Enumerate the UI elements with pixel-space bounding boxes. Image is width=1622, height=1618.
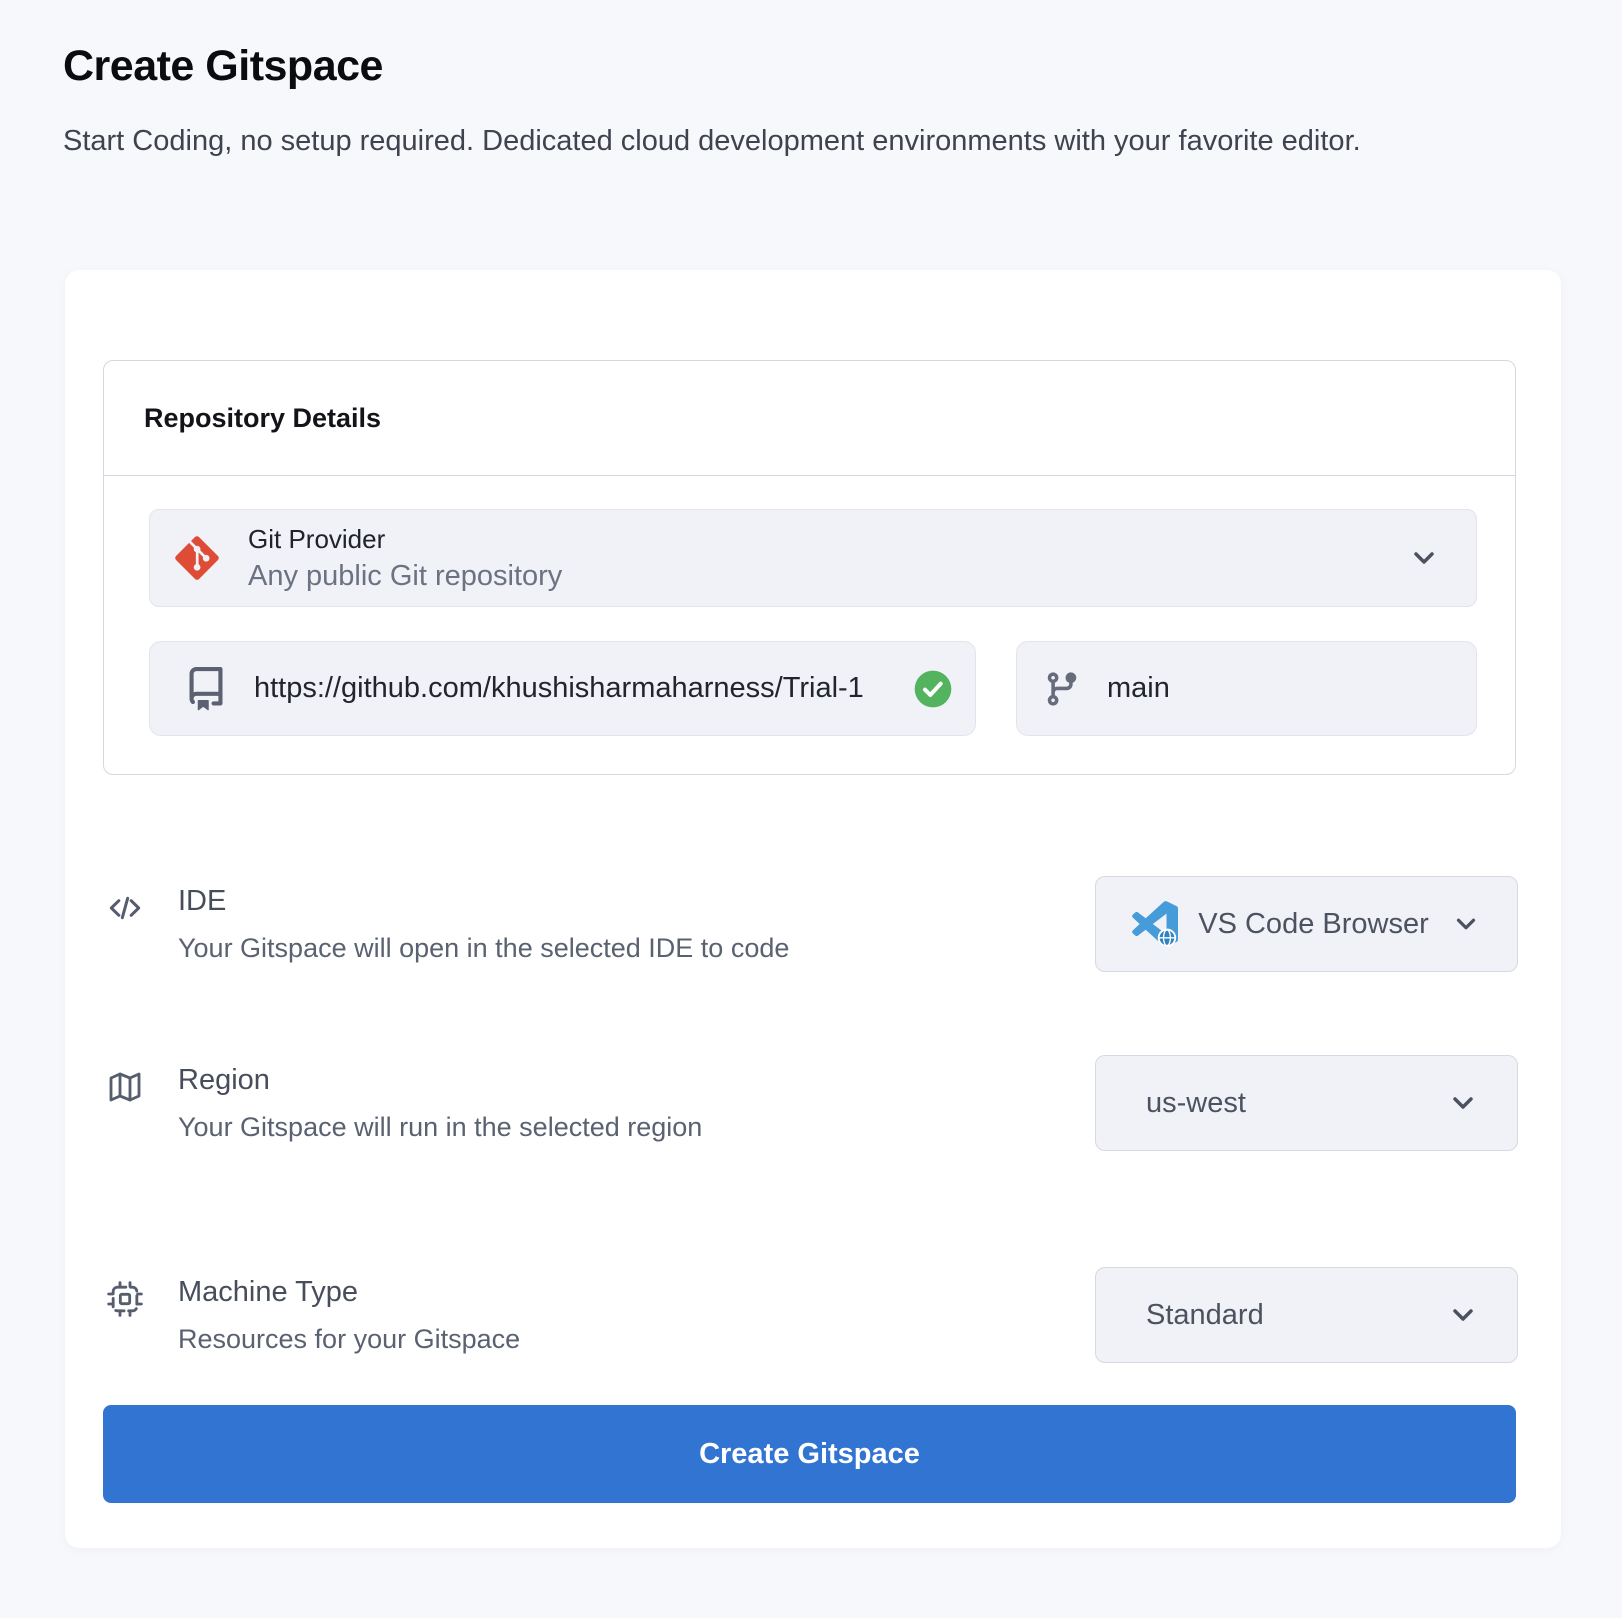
repository-details-header <box>104 361 1515 476</box>
git-provider-value: Any public Git repository <box>248 559 563 592</box>
ide-label: IDE <box>178 885 227 917</box>
vscode-browser-icon <box>1132 901 1178 947</box>
region-dropdown[interactable] <box>1095 1055 1518 1151</box>
chevron-down-icon <box>1451 909 1481 939</box>
repo-book-icon <box>184 667 228 711</box>
region-row <box>65 1055 1561 1155</box>
machine-type-row <box>65 1267 1561 1367</box>
git-logo-icon <box>174 535 220 581</box>
chevron-down-icon <box>1447 1087 1479 1119</box>
page-title: Create Gitspace <box>63 42 383 90</box>
git-provider-select[interactable] <box>149 509 1477 607</box>
create-gitspace-button[interactable]: Create Gitspace <box>103 1405 1516 1503</box>
repository-url-input[interactable] <box>254 672 901 705</box>
ide-value: VS Code Browser <box>1198 907 1429 940</box>
chevron-down-icon <box>1447 1299 1479 1331</box>
machine-type-value: Standard <box>1146 1298 1264 1331</box>
region-value: us-west <box>1146 1086 1246 1119</box>
branch-input[interactable] <box>1107 672 1454 705</box>
repository-details-section <box>103 360 1516 775</box>
check-circle-icon <box>913 669 953 709</box>
repository-url-field <box>149 641 976 736</box>
git-provider-text <box>248 524 562 593</box>
machine-type-label: Machine Type <box>178 1276 359 1308</box>
branch-field <box>1016 641 1477 736</box>
git-provider-label: Git Provider <box>248 523 386 554</box>
git-branch-icon <box>1043 670 1081 708</box>
map-icon <box>105 1067 145 1107</box>
ide-row <box>65 876 1561 976</box>
repository-details-title: Repository Details <box>144 402 382 433</box>
code-icon <box>105 888 145 928</box>
create-gitspace-card <box>65 270 1561 1548</box>
chevron-down-icon <box>1408 542 1440 574</box>
chip-icon <box>105 1279 145 1319</box>
machine-type-description: Resources for your Gitspace <box>178 1324 521 1354</box>
region-description: Your Gitspace will run in the selected region <box>178 1112 703 1142</box>
repository-inputs-row <box>149 641 1477 736</box>
ide-dropdown[interactable] <box>1095 876 1518 972</box>
machine-type-dropdown[interactable] <box>1095 1267 1518 1363</box>
region-label: Region <box>178 1064 270 1096</box>
page-subtitle: Start Coding, no setup required. Dedicated cloud development environments with your favorite editor. <box>63 125 1361 157</box>
ide-description: Your Gitspace will open in the selected IDE to code <box>178 933 790 963</box>
